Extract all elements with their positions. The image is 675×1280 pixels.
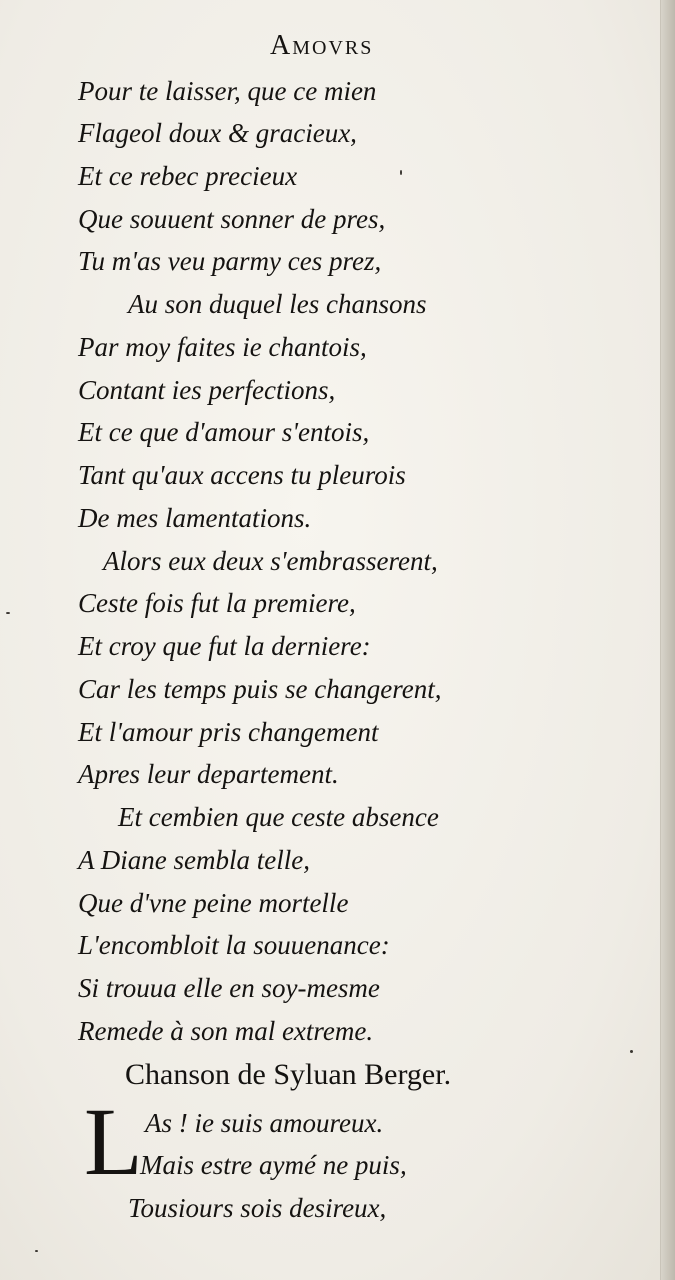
verse-line: Apres leur departement.: [78, 759, 339, 789]
verse-line: De mes lamentations.: [78, 503, 312, 533]
drop-cap: L: [84, 1088, 143, 1195]
verse-line: A Diane sembla telle,: [78, 845, 310, 875]
ink-speck: [400, 170, 402, 175]
ink-speck: [35, 1250, 38, 1252]
verse-line: Au son duquel les chansons: [128, 289, 427, 319]
chanson-title: Chanson de Syluan Berger.: [125, 1058, 452, 1091]
verse-line: Si trouua elle en soy-mesme: [78, 973, 380, 1003]
verse-line: Ceste fois fut la premiere,: [78, 588, 356, 618]
verse-line: Contant ies perfections,: [78, 375, 336, 405]
chanson-line: As ! ie suis amoureux.: [145, 1108, 384, 1138]
verse-line: Pour te laisser, que ce mien: [78, 76, 377, 106]
verse-line: Que souuent sonner de pres,: [78, 204, 386, 234]
verse-line: Remede à son mal extreme.: [78, 1016, 374, 1046]
verse-line: Alors eux deux s'embrasserent,: [103, 546, 438, 576]
verse-line: Flageol doux & gracieux,: [78, 118, 357, 148]
chanson-line: Tousiours sois desireux,: [128, 1193, 387, 1223]
verse-line: Que d'vne peine mortelle: [78, 888, 349, 918]
verse-line: Et croy que fut la derniere:: [78, 631, 371, 661]
verse-line: L'encombloit la souuenance:: [78, 930, 390, 960]
verse-line: Tant qu'aux accens tu pleurois: [78, 460, 406, 490]
running-header: Amovrs: [270, 30, 374, 61]
verse-line: Par moy faites ie chantois,: [78, 332, 367, 362]
verse-line: Et cembien que ceste absence: [118, 802, 439, 832]
page-gutter: [660, 0, 675, 1280]
ink-speck: [630, 1050, 633, 1053]
verse-line: Car les temps puis se changerent,: [78, 674, 442, 704]
chanson-line: Mais estre aymé ne puis,: [140, 1150, 407, 1180]
ink-speck: [6, 612, 10, 614]
verse-line: Et l'amour pris changement: [78, 717, 379, 747]
verse-line: Et ce que d'amour s'entois,: [78, 417, 370, 447]
verse-line: Tu m'as veu parmy ces prez,: [78, 246, 382, 276]
verse-line: Et ce rebec precieux: [78, 161, 298, 191]
